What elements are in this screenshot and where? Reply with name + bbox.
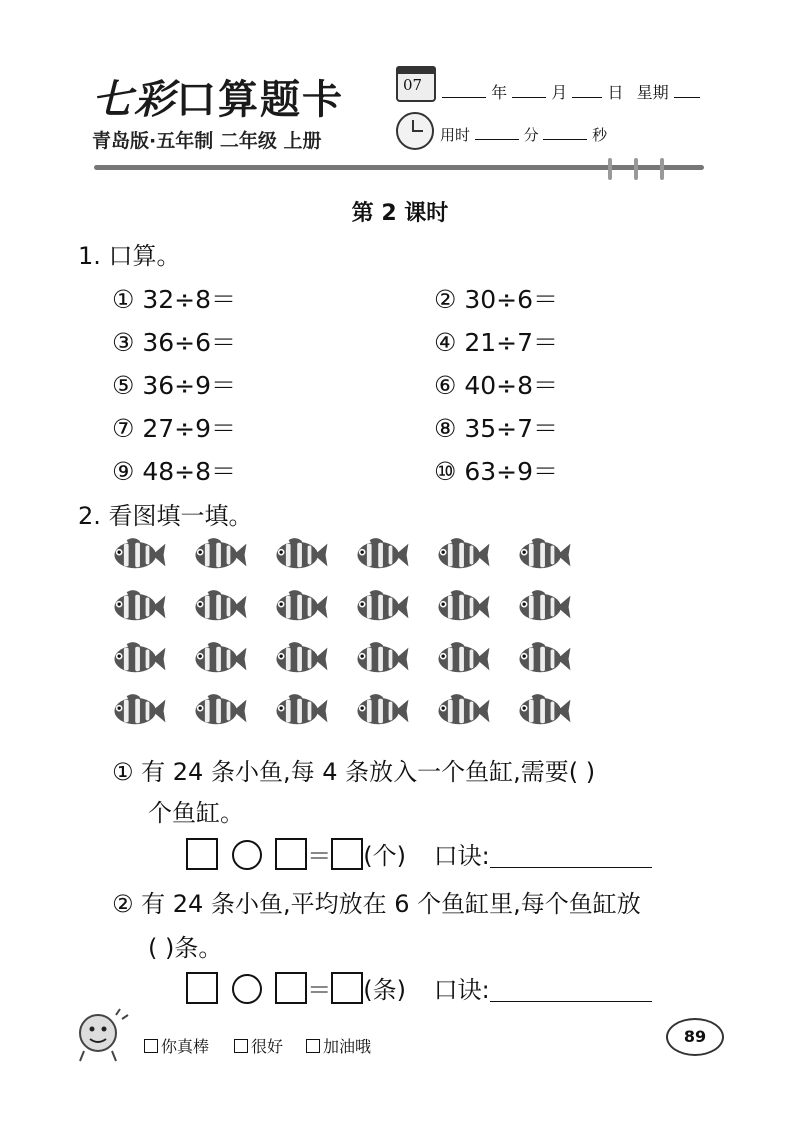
year-label: 年 [491, 83, 508, 102]
clownfish-icon [434, 590, 492, 624]
rating-option[interactable] [306, 1034, 371, 1057]
unit-label: (条) [363, 976, 407, 1004]
calendar-icon-top [396, 66, 436, 74]
brand-title [92, 68, 344, 125]
q1-item: ① 32÷8＝ [112, 285, 237, 314]
clownfish-icon [191, 694, 249, 728]
clock-hand-icon [413, 130, 423, 132]
q2-title: 2. 看图填一填。 [78, 502, 253, 530]
clownfish-icon [110, 694, 168, 728]
koujue-label: 口诀: [433, 976, 490, 1004]
clownfish-icon [272, 694, 330, 728]
edition-label: 青岛版·五年制 二年级 上册 [92, 130, 322, 152]
rating-option[interactable] [144, 1034, 209, 1057]
lesson-title: 第 2 课时 [351, 201, 449, 226]
answer-box[interactable] [275, 838, 307, 870]
clownfish-icon [515, 538, 573, 572]
q1-item: ⑨ 48÷8＝ [112, 457, 237, 486]
operator-circle[interactable] [232, 840, 262, 870]
koujue-label: 口诀: [433, 842, 490, 870]
q1-item: ⑤ 36÷9＝ [112, 371, 237, 400]
answer-box[interactable] [331, 972, 363, 1004]
month-blank[interactable] [512, 83, 546, 98]
clownfish-icon [191, 538, 249, 572]
page-number: 89 [666, 1018, 724, 1056]
clownfish-icon [110, 590, 168, 624]
minutes-label: 分 [523, 126, 539, 144]
clownfish-icon [272, 642, 330, 676]
month-label: 月 [551, 83, 568, 102]
q2-sub1-equation [186, 836, 652, 871]
clownfish-icon [110, 538, 168, 572]
clownfish-icon [434, 642, 492, 676]
koujue-answer-line[interactable] [490, 847, 652, 868]
q2-sub2-line1: ② 有 24 条小鱼,平均放在 6 个鱼缸里,每个鱼缸放 [112, 890, 641, 918]
date-fields [442, 80, 700, 103]
clownfish-icon [515, 590, 573, 624]
clownfish-icon [515, 694, 573, 728]
checkbox[interactable] [234, 1039, 248, 1053]
q1-item: ③ 36÷6＝ [112, 328, 237, 357]
clownfish-icon [191, 642, 249, 676]
day-blank[interactable] [572, 83, 602, 98]
clownfish-icon [191, 590, 249, 624]
clownfish-icon [515, 642, 573, 676]
rating-label: 加油哦 [323, 1037, 372, 1056]
answer-box[interactable] [186, 972, 218, 1004]
q2-sub1-line1: ① 有 24 条小鱼,每 4 条放入一个鱼缸,需要( ) [112, 758, 596, 786]
clownfish-icon [434, 694, 492, 728]
clownfish-icon [272, 538, 330, 572]
binder-ring-icon [660, 158, 664, 180]
clownfish-icon [353, 694, 411, 728]
answer-box[interactable] [331, 838, 363, 870]
checkbox[interactable] [144, 1039, 158, 1053]
fish-grid [110, 538, 580, 738]
binder-ring-icon [608, 158, 612, 180]
year-blank[interactable] [442, 83, 486, 98]
unit-label: (个) [363, 842, 407, 870]
answer-box[interactable] [275, 972, 307, 1004]
q1-item: ⑥ 40÷8＝ [434, 371, 559, 400]
time-label: 用时 [440, 126, 471, 144]
equals-sign: ＝ [307, 976, 332, 1004]
checkbox[interactable] [306, 1039, 320, 1053]
brand-main: 口算题卡 [176, 76, 344, 123]
time-fields [440, 124, 607, 145]
seconds-label: 秒 [592, 126, 608, 144]
clownfish-icon [353, 590, 411, 624]
q1-title: 1. 口算。 [78, 242, 181, 270]
week-blank[interactable] [674, 83, 700, 98]
clownfish-icon [353, 538, 411, 572]
clownfish-icon [353, 642, 411, 676]
clownfish-icon [434, 538, 492, 572]
calendar-number: 07 [403, 76, 423, 94]
seconds-blank[interactable] [543, 125, 587, 140]
q1-item: ② 30÷6＝ [434, 285, 559, 314]
q1-item: ④ 21÷7＝ [434, 328, 559, 357]
header-divider [94, 165, 704, 170]
koujue-answer-line[interactable] [490, 981, 652, 1002]
brand-prefix: 七彩 [92, 76, 176, 123]
minutes-blank[interactable] [475, 125, 519, 140]
mascot-icon [70, 1005, 130, 1065]
binder-ring-icon [634, 158, 638, 180]
clownfish-icon [272, 590, 330, 624]
equals-sign: ＝ [307, 842, 332, 870]
week-label: 星期 [636, 83, 669, 102]
q1-item: ⑦ 27÷9＝ [112, 414, 237, 443]
day-label: 日 [607, 83, 624, 102]
q1-item: ⑩ 63÷9＝ [434, 457, 559, 486]
clownfish-icon [110, 642, 168, 676]
rating-label: 很好 [251, 1037, 284, 1056]
answer-box[interactable] [186, 838, 218, 870]
rating-label: 你真棒 [161, 1037, 210, 1056]
operator-circle[interactable] [232, 974, 262, 1004]
q2-sub1-line2: 个鱼缸。 [148, 799, 244, 827]
rating-option[interactable] [234, 1034, 283, 1057]
q2-sub2-equation [186, 970, 652, 1005]
q2-sub2-line2: ( )条。 [148, 934, 223, 962]
q1-item: ⑧ 35÷7＝ [434, 414, 559, 443]
